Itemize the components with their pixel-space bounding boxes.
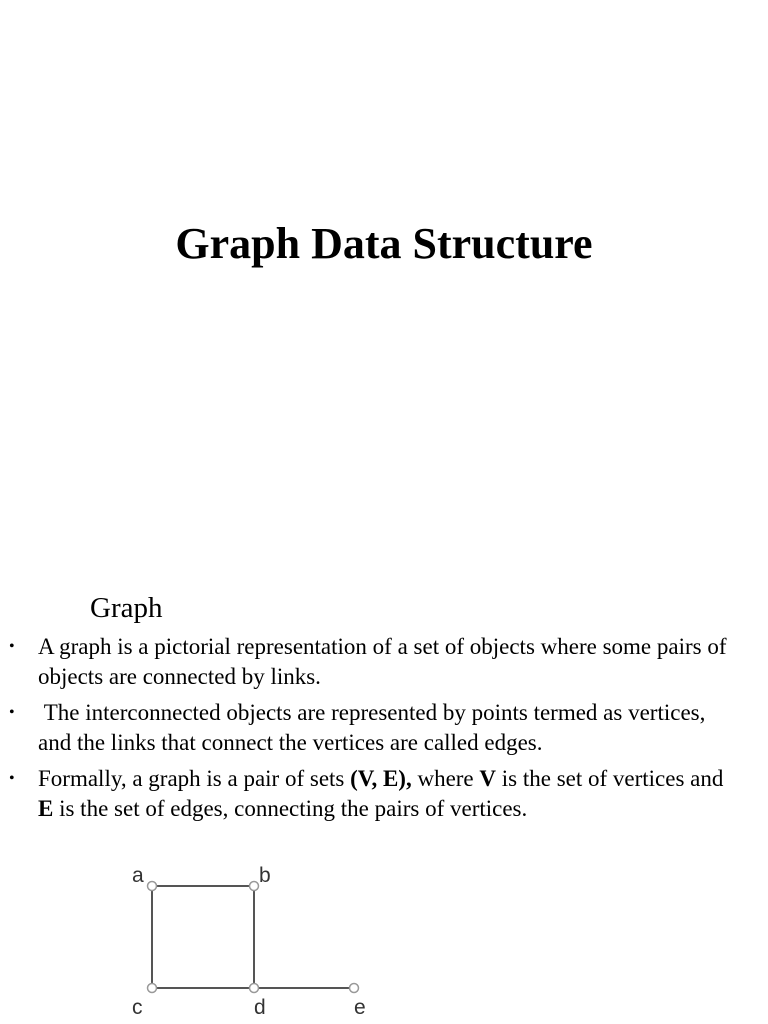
vertex-b bbox=[250, 882, 259, 891]
bold-run: V bbox=[479, 766, 497, 791]
bullet-marker: • bbox=[9, 638, 15, 655]
vertex-e bbox=[350, 984, 359, 993]
graph-labels bbox=[132, 864, 366, 1019]
vertex-label-d: d bbox=[254, 996, 266, 1019]
text-run: is the set of edges, connecting the pairs of vertices. bbox=[53, 796, 528, 821]
vertex-label-e: e bbox=[354, 996, 366, 1019]
slide-title: Graph Data Structure bbox=[175, 219, 593, 268]
bullet-list bbox=[0, 632, 733, 830]
vertex-d bbox=[250, 984, 259, 993]
bullet-item bbox=[0, 698, 730, 758]
graph-edges bbox=[152, 886, 354, 988]
content-slide bbox=[0, 560, 768, 1024]
bold-run: E bbox=[38, 796, 54, 821]
bullet-marker: • bbox=[9, 770, 15, 787]
bold-run: (V, E), bbox=[350, 766, 412, 791]
text-run: Formally, a graph is a pair of sets bbox=[38, 766, 351, 791]
section-heading: Graph bbox=[90, 592, 163, 624]
vertex-a bbox=[148, 882, 157, 891]
bullet-marker: • bbox=[9, 704, 15, 721]
vertex-c bbox=[148, 984, 157, 993]
vertex-label-c: c bbox=[132, 996, 143, 1019]
text-run: is the set of vertices and bbox=[496, 766, 730, 791]
bullet-text bbox=[38, 766, 729, 821]
text-run: where bbox=[411, 766, 480, 791]
bullet-text: A graph is a pictorial representation of a set of objects where some pairs of objects are connected by links. bbox=[38, 634, 733, 689]
bullet-text: The interconnected objects are represented by points termed as vertices, and the links that connect the vertices are called edges. bbox=[38, 700, 712, 755]
bullet-item bbox=[0, 632, 733, 692]
bullet-item bbox=[0, 764, 730, 824]
vertex-label-a: a bbox=[132, 864, 144, 887]
vertex-label-b: b bbox=[259, 864, 271, 887]
graph-diagram bbox=[120, 860, 400, 1024]
